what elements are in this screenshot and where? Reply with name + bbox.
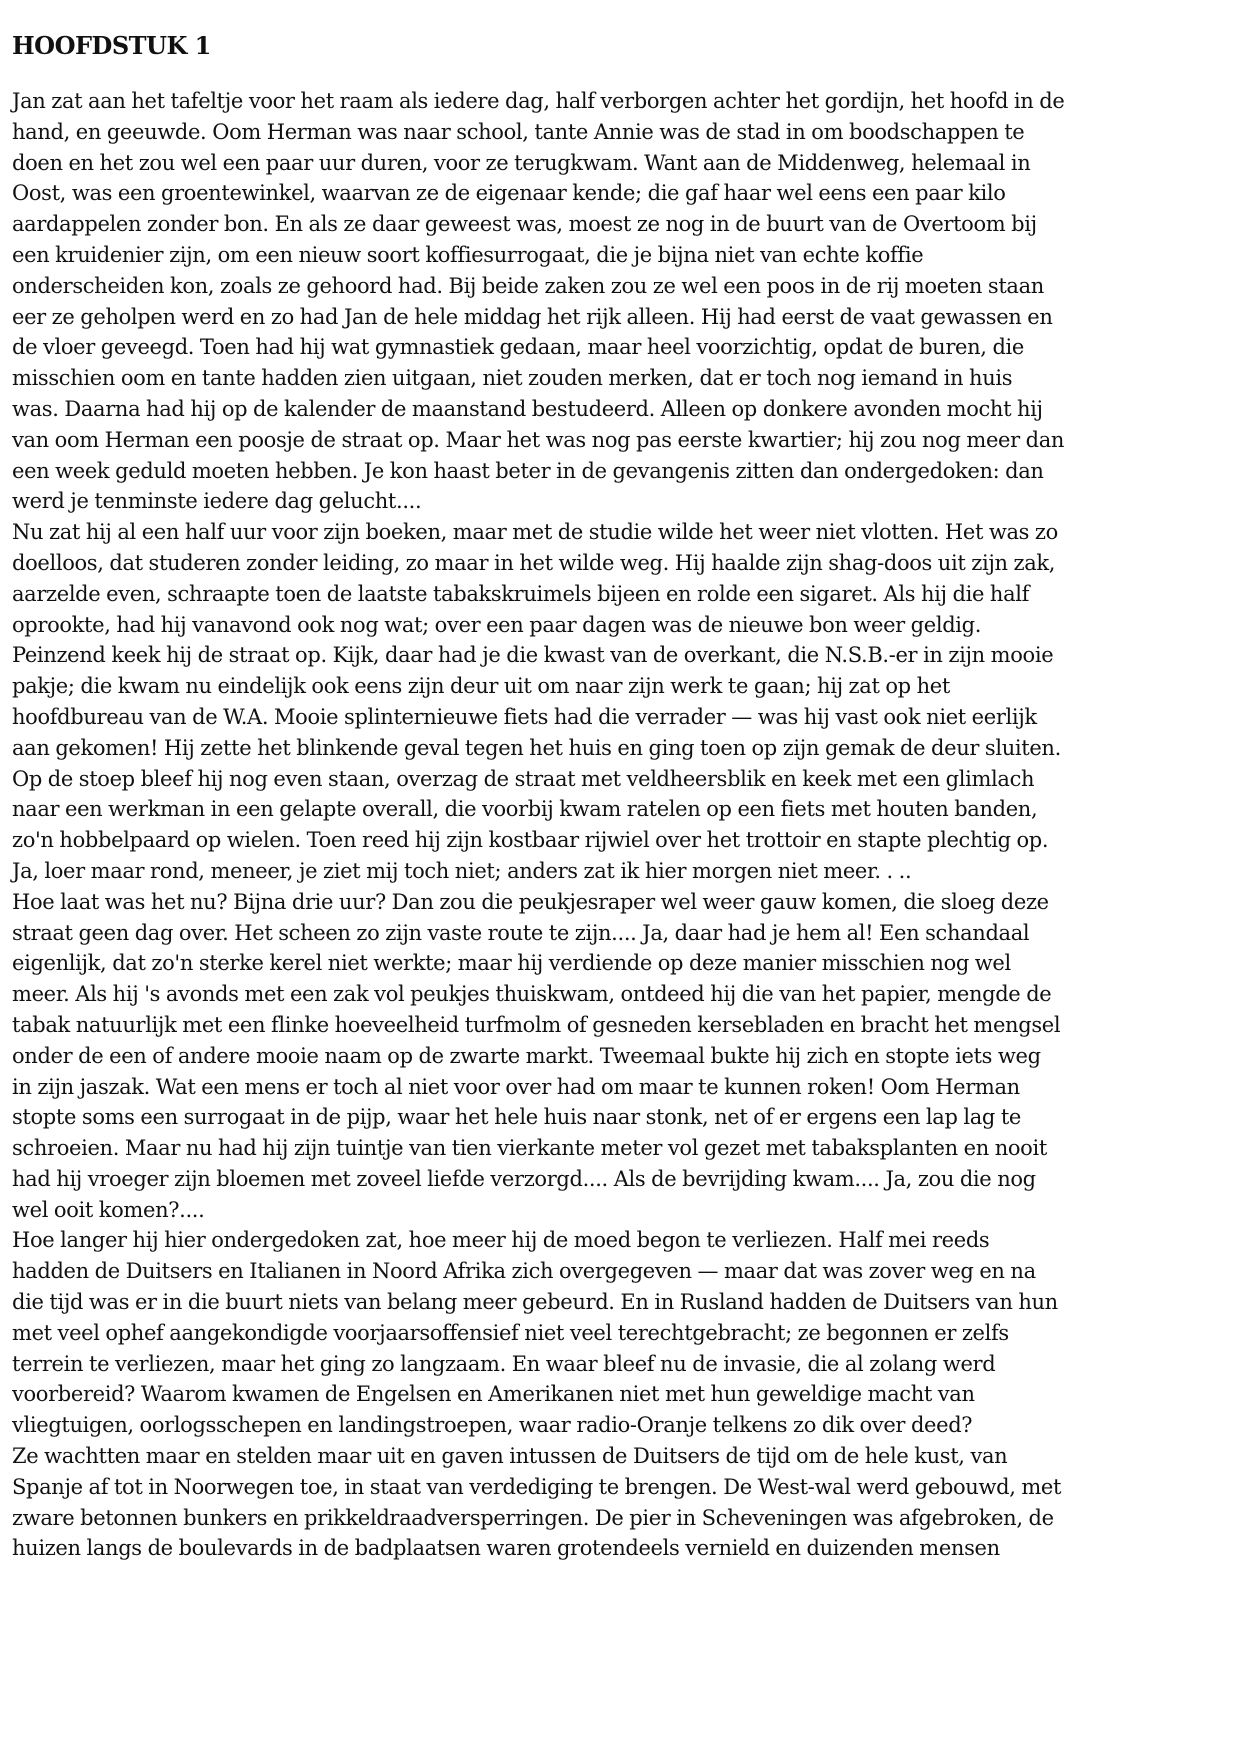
text-line: Spanje af tot in Noorwegen toe, in staat van verdediging te brengen. De West-wal werd gebouwd, met xyxy=(12,1474,1062,1499)
text-line: had hij vroeger zijn bloemen met zoveel liefde verzorgd.... Als de bevrijding kwam.... Ja, zou die nog xyxy=(12,1166,1036,1191)
text-line: onder de een of andere mooie naam op de zwarte markt. Tweemaal bukte hij zich en stopte iets weg xyxy=(12,1043,1041,1068)
text-line: aardappelen zonder bon. En als ze daar geweest was, moest ze nog in de buurt van de Overtoom bij xyxy=(12,212,1037,237)
text-line: Jan zat aan het tafeltje voor het raam als iedere dag, half verborgen achter het gordijn, het hoofd in de xyxy=(12,89,1065,113)
text-line: stopte soms een surrogaat in de pijp, waar het hele huis naar stonk, net of er ergens een lap lag te xyxy=(12,1105,1021,1130)
text-line: Nu zat hij al een half uur voor zijn boeken, maar met de studie wilde het weer niet vlotten. Het was zo xyxy=(12,520,1058,545)
chapter-title: HOOFDSTUK 1 xyxy=(12,31,211,60)
text-line: vliegtuigen, oorlogsschepen en landingstroepen, waar radio-Oranje telkens zo dik over deed? xyxy=(12,1413,973,1438)
text-line: die tijd was er in die buurt niets van belang meer gebeurd. En in Rusland hadden de Duitsers van hun xyxy=(12,1290,1058,1315)
text-line: pakje; die kwam nu eindelijk ook eens zijn deur uit om naar zijn werk te gaan; hij zat op het xyxy=(12,674,950,699)
text-line: een week geduld moeten hebben. Je kon haast beter in de gevangenis zitten dan ondergedoken: dan xyxy=(12,458,1044,483)
text-line: werd je tenminste iedere dag gelucht.... xyxy=(12,489,422,514)
text-line: voorbereid? Waarom kwamen de Engelsen en Amerikanen niet met hun geweldige macht van xyxy=(12,1382,975,1407)
text-line: huizen langs de boulevards in de badplaatsen waren grotendeels vernield en duizenden mensen xyxy=(12,1536,1000,1561)
text-line: van oom Herman een poosje de straat op. Maar het was nog pas eerste kwartier; hij zou nog meer dan xyxy=(12,427,1065,452)
text-line: schroeien. Maar nu had hij zijn tuintje van tien vierkante meter vol gezet met tabaksplanten en nooit xyxy=(12,1136,1047,1161)
text-line: Ja, loer maar rond, meneer, je ziet mij toch niet; anders zat ik hier morgen niet meer. . .. xyxy=(12,858,912,883)
text-line: oprookte, had hij vanavond ook nog wat; over een paar dagen was de nieuwe bon weer geldig. xyxy=(12,612,982,637)
text-line: aarzelde even, schraapte toen de laatste tabakskruimels bijeen en rolde een sigaret. Als hij die half xyxy=(12,581,1030,606)
text-line: zo'n hobbelpaard op wielen. Toen reed hij zijn kostbaar rijwiel over het trottoir en stapte plechtig op. xyxy=(12,828,1049,853)
text-line: was. Daarna had hij op de kalender de maanstand bestudeerd. Alleen op donkere avonden mocht hij xyxy=(12,396,1043,421)
text-line: Ze wachtten maar en stelden maar uit en gaven intussen de Duitsers de tijd om de hele kust, van xyxy=(12,1444,1008,1469)
text-line: Hoe langer hij hier ondergedoken zat, hoe meer hij de moed begon te verliezen. Half mei reeds xyxy=(12,1228,990,1253)
text-line: Peinzend keek hij de straat op. Kijk, daar had je die kwast van de overkant, die N.S.B.-er in zijn mooie xyxy=(12,643,1054,668)
text-line: in zijn jaszak. Wat een mens er toch al niet voor over had om maar te kunnen roken! Oom Herman xyxy=(12,1074,1020,1099)
text-line: de vloer geveegd. Toen had hij wat gymnastiek gedaan, maar heel voorzichtig, opdat de buren, die xyxy=(12,335,1024,360)
text-line: straat geen dag over. Het scheen zo zijn vaste route te zijn.... Ja, daar had je hem al! Een schandaal xyxy=(12,920,1030,945)
body-text xyxy=(12,86,1232,1564)
text-line: naar een werkman in een gelapte overall, die voorbij kwam ratelen op een fiets met houten banden, xyxy=(12,797,1038,822)
text-line: Op de stoep bleef hij nog even staan, overzag de straat met veldheersblik en keek met een glimlach xyxy=(12,766,1035,791)
text-line: hand, en geeuwde. Oom Herman was naar school, tante Annie was de stad in om boodschappen te xyxy=(12,119,1025,144)
text-line: hoofdbureau van de W.A. Mooie splinternieuwe fiets had die verrader — was hij vast ook niet eerlijk xyxy=(12,704,1037,729)
text-line: terrein te verliezen, maar het ging zo langzaam. En waar bleef nu de invasie, die al zolang werd xyxy=(12,1351,996,1376)
text-line: wel ooit komen?.... xyxy=(12,1197,205,1222)
text-line: eigenlijk, dat zo'n sterke kerel niet werkte; maar hij verdiende op deze manier misschien nog wel xyxy=(12,951,1011,976)
text-line: onderscheiden kon, zoals ze gehoord had. Bij beide zaken zou ze wel een poos in de rij moeten staan xyxy=(12,273,1044,298)
text-line: meer. Als hij 's avonds met een zak vol peukjes thuiskwam, ontdeed hij die van het papier, mengde de xyxy=(12,982,1052,1007)
text-line: Oost, was een groentewinkel, waarvan ze de eigenaar kende; die gaf haar wel eens een paar kilo xyxy=(12,181,1006,206)
text-line: tabak natuurlijk met een flinke hoeveelheid turfmolm of gesneden kersebladen en bracht het mengsel xyxy=(12,1012,1061,1037)
text-line: aan gekomen! Hij zette het blinkende geval tegen het huis en ging toen op zijn gemak de deur sluiten. xyxy=(12,735,1061,760)
text-line: hadden de Duitsers en Italianen in Noord Afrika zich overgegeven — maar dat was zover weg en na xyxy=(12,1259,1036,1284)
text-line: eer ze geholpen werd en zo had Jan de hele middag het rijk alleen. Hij had eerst de vaat gewassen en xyxy=(12,304,1053,329)
text-line: doen en het zou wel een paar uur duren, voor ze terugkwam. Want aan de Middenweg, helemaal in xyxy=(12,150,1031,175)
text-line: een kruidenier zijn, om een nieuw soort koffiesurrogaat, die je bijna niet van echte koffie xyxy=(12,242,924,267)
text-line: zware betonnen bunkers en prikkeldraadversperringen. De pier in Scheveningen was afgebroken, de xyxy=(12,1505,1054,1530)
text-line: met veel ophef aangekondigde voorjaarsoffensief niet veel terechtgebracht; ze begonnen er zelfs xyxy=(12,1320,1009,1345)
text-line: Hoe laat was het nu? Bijna drie uur? Dan zou die peukjesraper wel weer gauw komen, die sloeg deze xyxy=(12,889,1049,914)
text-line: doelloos, dat studeren zonder leiding, zo maar in het wilde weg. Hij haalde zijn shag-doos uit zijn zak, xyxy=(12,550,1056,575)
text-line: misschien oom en tante hadden zien uitgaan, niet zouden merken, dat er toch nog iemand in huis xyxy=(12,366,1013,391)
